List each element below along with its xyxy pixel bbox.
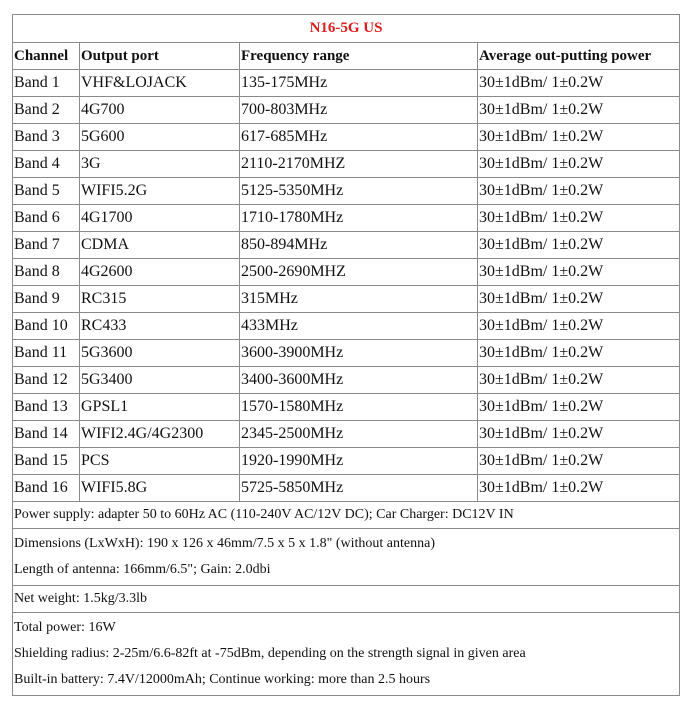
cell-output-port: VHF&LOJACK	[80, 70, 240, 97]
spec-row-power-info	[13, 613, 680, 696]
cell-channel: Band 5	[13, 178, 80, 205]
cell-average-power: 30±1dBm/ 1±0.2W	[478, 151, 680, 178]
header-row	[13, 43, 680, 70]
cell-output-port: WIFI5.8G	[80, 475, 240, 502]
cell-frequency-range: 2110-2170MHZ	[240, 151, 478, 178]
cell-frequency-range: 2500-2690MHZ	[240, 259, 478, 286]
cell-output-port: GPSL1	[80, 394, 240, 421]
cell-frequency-range: 5725-5850MHz	[240, 475, 478, 502]
table-row	[13, 178, 680, 205]
cell-output-port: RC433	[80, 313, 240, 340]
header-frequency-range: Frequency range	[240, 43, 478, 70]
cell-output-port: PCS	[80, 448, 240, 475]
cell-average-power: 30±1dBm/ 1±0.2W	[478, 475, 680, 502]
cell-average-power: 30±1dBm/ 1±0.2W	[478, 286, 680, 313]
table-row	[13, 475, 680, 502]
cell-frequency-range: 135-175MHz	[240, 70, 478, 97]
table-row	[13, 340, 680, 367]
cell-channel: Band 2	[13, 97, 80, 124]
cell-channel: Band 16	[13, 475, 80, 502]
cell-output-port: RC315	[80, 286, 240, 313]
cell-frequency-range: 617-685MHz	[240, 124, 478, 151]
table-row	[13, 448, 680, 475]
cell-average-power: 30±1dBm/ 1±0.2W	[478, 205, 680, 232]
table-row	[13, 421, 680, 448]
cell-output-port: 5G3600	[80, 340, 240, 367]
spec-row-dimensions	[13, 529, 680, 586]
cell-channel: Band 14	[13, 421, 80, 448]
title-row	[13, 15, 680, 43]
header-channel: Channel	[13, 43, 80, 70]
dimensions-cell	[13, 529, 680, 586]
cell-frequency-range: 2345-2500MHz	[240, 421, 478, 448]
cell-output-port: 4G700	[80, 97, 240, 124]
table-row	[13, 151, 680, 178]
spec-row-net-weight	[13, 586, 680, 613]
table-row	[13, 367, 680, 394]
cell-channel: Band 8	[13, 259, 80, 286]
table-row	[13, 97, 680, 124]
cell-channel: Band 12	[13, 367, 80, 394]
header-average-power: Average out-putting power	[478, 43, 680, 70]
spec-table	[12, 14, 680, 696]
table-row	[13, 232, 680, 259]
antenna-text: Length of antenna: 166mm/6.5"; Gain: 2.0dbi	[14, 562, 271, 577]
cell-frequency-range: 433MHz	[240, 313, 478, 340]
table-row	[13, 205, 680, 232]
cell-average-power: 30±1dBm/ 1±0.2W	[478, 448, 680, 475]
cell-average-power: 30±1dBm/ 1±0.2W	[478, 340, 680, 367]
cell-frequency-range: 3600-3900MHz	[240, 340, 478, 367]
cell-frequency-range: 1710-1780MHz	[240, 205, 478, 232]
header-output-port: Output port	[80, 43, 240, 70]
battery-text: Built-in battery: 7.4V/12000mAh; Continue working: more than 2.5 hours	[14, 672, 431, 687]
table-row	[13, 313, 680, 340]
table-row	[13, 286, 680, 313]
cell-channel: Band 3	[13, 124, 80, 151]
cell-channel: Band 6	[13, 205, 80, 232]
cell-output-port: CDMA	[80, 232, 240, 259]
cell-frequency-range: 1920-1990MHz	[240, 448, 478, 475]
cell-output-port: WIFI2.4G/4G2300	[80, 421, 240, 448]
table-row	[13, 124, 680, 151]
cell-average-power: 30±1dBm/ 1±0.2W	[478, 70, 680, 97]
cell-average-power: 30±1dBm/ 1±0.2W	[478, 421, 680, 448]
cell-frequency-range: 3400-3600MHz	[240, 367, 478, 394]
cell-average-power: 30±1dBm/ 1±0.2W	[478, 97, 680, 124]
shielding-radius-text: Shielding radius: 2-25m/6.6-82ft at -75dBm, depending on the strength signal in given area	[14, 646, 526, 661]
cell-frequency-range: 1570-1580MHz	[240, 394, 478, 421]
cell-average-power: 30±1dBm/ 1±0.2W	[478, 367, 680, 394]
cell-output-port: 4G2600	[80, 259, 240, 286]
cell-channel: Band 15	[13, 448, 80, 475]
cell-average-power: 30±1dBm/ 1±0.2W	[478, 124, 680, 151]
cell-channel: Band 7	[13, 232, 80, 259]
cell-channel: Band 4	[13, 151, 80, 178]
net-weight-text: Net weight: 1.5kg/3.3lb	[13, 586, 680, 613]
cell-average-power: 30±1dBm/ 1±0.2W	[478, 259, 680, 286]
power-info-cell	[13, 613, 680, 696]
cell-average-power: 30±1dBm/ 1±0.2W	[478, 313, 680, 340]
cell-channel: Band 13	[13, 394, 80, 421]
cell-average-power: 30±1dBm/ 1±0.2W	[478, 178, 680, 205]
cell-output-port: WIFI5.2G	[80, 178, 240, 205]
cell-output-port: 4G1700	[80, 205, 240, 232]
cell-frequency-range: 315MHz	[240, 286, 478, 313]
cell-average-power: 30±1dBm/ 1±0.2W	[478, 232, 680, 259]
cell-output-port: 5G3400	[80, 367, 240, 394]
total-power-text: Total power: 16W	[14, 620, 116, 635]
table-title: N16-5G US	[13, 15, 680, 43]
cell-channel: Band 11	[13, 340, 80, 367]
dimensions-text: Dimensions (LxWxH): 190 x 126 x 46mm/7.5 x 5 x 1.8" (without antenna)	[14, 536, 435, 551]
cell-output-port: 5G600	[80, 124, 240, 151]
cell-average-power: 30±1dBm/ 1±0.2W	[478, 394, 680, 421]
spec-sheet	[12, 14, 679, 696]
cell-frequency-range: 5125-5350MHz	[240, 178, 478, 205]
cell-output-port: 3G	[80, 151, 240, 178]
table-row	[13, 259, 680, 286]
spec-row-power-supply	[13, 502, 680, 529]
cell-channel: Band 1	[13, 70, 80, 97]
cell-channel: Band 9	[13, 286, 80, 313]
cell-channel: Band 10	[13, 313, 80, 340]
table-row	[13, 394, 680, 421]
power-supply-text: Power supply: adapter 50 to 60Hz AC (110-240V AC/12V DC); Car Charger: DC12V IN	[13, 502, 680, 529]
cell-frequency-range: 850-894MHz	[240, 232, 478, 259]
table-row	[13, 70, 680, 97]
cell-frequency-range: 700-803MHz	[240, 97, 478, 124]
